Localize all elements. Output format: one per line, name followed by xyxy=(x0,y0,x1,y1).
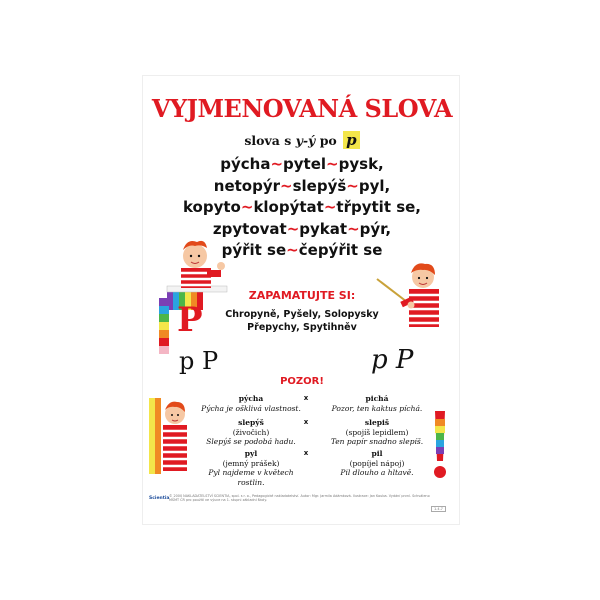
footer-text: © 2000 NAKLADATELSTVÍ SCIENTIA, spol. s r. o., Pedagogické nakladatelství. Autor: Mgr. Jarmila Adámková. Ilustrace: Jan Kouba. Vydání první. Schváleno MŠMT ČR pro použití ve výuce na 1. stupni základní školy. xyxy=(169,494,430,503)
pair-note: (jemný prášek) xyxy=(222,458,280,468)
poster-title: VYJMENOVANÁ SLOVA xyxy=(151,94,453,123)
word: pýřit se xyxy=(221,241,287,259)
pair-separator: x xyxy=(303,394,309,402)
word: pytel xyxy=(283,155,327,173)
script-letters: p P xyxy=(371,345,414,375)
pair-sentence: Slepýš se podobá hadu. xyxy=(206,437,296,446)
remember-heading: ZAPAMATUJTE SI: xyxy=(248,289,356,302)
tilde-separator: ~ xyxy=(286,219,300,238)
pair-word: slepýš xyxy=(238,418,264,427)
rainbow-bar xyxy=(159,298,169,354)
pair-note: (spojíš lepidlem) xyxy=(345,427,409,437)
publisher-logo: Scientia xyxy=(149,496,170,501)
tilde-separator: ~ xyxy=(240,198,254,216)
tilde-separator: ~ xyxy=(346,176,359,195)
pair-sentence: Pil dlouho a hltavě. xyxy=(340,468,414,477)
pair-left xyxy=(195,394,307,413)
pair-note: (živočich) xyxy=(232,427,270,437)
word: pykat xyxy=(299,219,348,238)
pair-sentence: Pozor, ten kaktus píchá. xyxy=(331,403,423,413)
catalog-code: 1.4.7 xyxy=(431,506,446,512)
subtitle-yy: y-ý xyxy=(295,133,316,148)
pair-left xyxy=(195,449,307,487)
word: pýr, xyxy=(359,219,392,238)
pair-sentence: Pyl najdeme v květech rostlin. xyxy=(208,468,294,487)
poster xyxy=(142,75,460,525)
remember-line-1: Chropyně, Pyšely, Solopysky xyxy=(225,309,379,320)
word: netopýr xyxy=(213,176,281,195)
pair-word: pil xyxy=(371,449,383,458)
tilde-separator: ~ xyxy=(280,176,293,195)
boy-illustration-bottom xyxy=(147,398,191,474)
tilde-separator: ~ xyxy=(270,155,284,173)
word: pýcha xyxy=(220,155,271,173)
word-line xyxy=(143,154,461,176)
pair-sentence: Pýcha je ošklivá vlastnost. xyxy=(201,403,301,413)
pair-right xyxy=(321,449,433,478)
pair-word: pýcha xyxy=(238,394,264,403)
word: třpytit se, xyxy=(336,198,422,216)
subtitle xyxy=(143,131,461,149)
subtitle-po: po xyxy=(319,133,337,148)
tilde-separator: ~ xyxy=(347,219,360,238)
print-letters: p P xyxy=(179,347,219,375)
pair-right xyxy=(321,394,433,413)
tilde-separator: ~ xyxy=(286,241,299,259)
word: pysk, xyxy=(338,155,384,173)
word: kopyto xyxy=(182,198,241,216)
subtitle-letter: p xyxy=(343,131,360,149)
pair-word: pyl xyxy=(244,449,258,458)
pair-separator: x xyxy=(303,418,309,426)
pair-sentence: Ten papír snadno slepíš. xyxy=(330,437,424,446)
word: slepýš xyxy=(292,176,347,195)
big-letter-p: P xyxy=(177,300,203,340)
pair-separator: x xyxy=(303,449,309,457)
tilde-separator: ~ xyxy=(323,198,337,216)
word-line xyxy=(143,176,461,198)
pozor-heading: POZOR! xyxy=(280,376,324,387)
word: zpytovat xyxy=(212,219,287,238)
pair-right xyxy=(321,418,433,447)
word: čepýřit se xyxy=(298,241,383,259)
subtitle-prefix: slova s xyxy=(244,133,292,148)
remember-line-2: Přepychy, Spytihněv xyxy=(247,322,357,333)
pair-word: pichá xyxy=(365,394,389,403)
word-line xyxy=(143,197,461,219)
word: klopýtat xyxy=(253,198,324,216)
tilde-separator: ~ xyxy=(326,155,339,173)
word: pyl, xyxy=(358,176,391,195)
exclamation-mark-icon xyxy=(433,411,447,481)
pair-word: slepiš xyxy=(364,418,390,427)
pair-note: (popíjel nápoj) xyxy=(349,458,405,468)
pair-left xyxy=(195,418,307,447)
remember-words xyxy=(183,308,421,334)
